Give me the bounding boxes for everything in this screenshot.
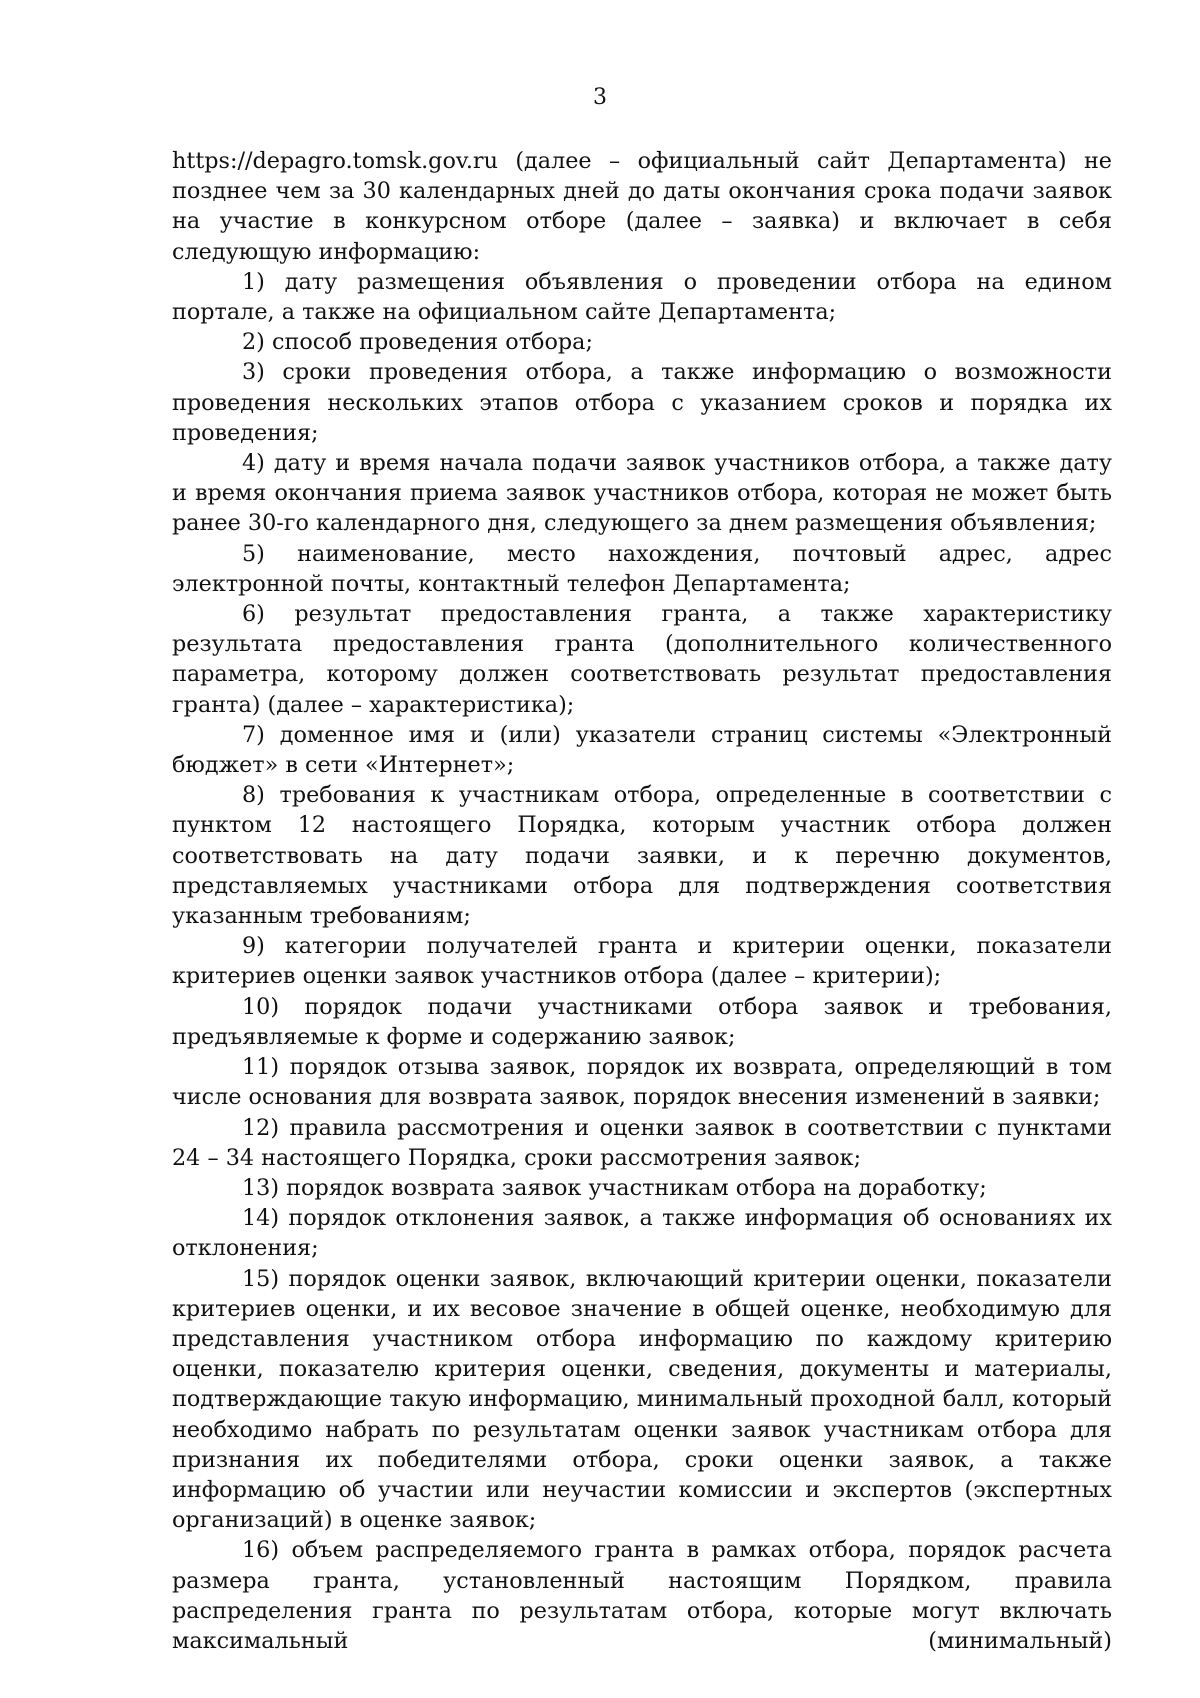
list-item-12: 12) правила рассмотрения и оценки заявок в соответствии с пунктами 24 – 34 настоящего Порядка, сроки рассмотрения заявок;: [172, 1114, 1112, 1171]
list-item-3: 3) сроки проведения отбора, а также информацию о возможности проведения нескольких этапов отбора с указанием сроков и порядка их проведения;: [172, 359, 1112, 446]
list-item-16: 16) объем распределяемого гранта в рамках отбора, порядок расчета размера гранта, установленный настоящим Порядком, правила распределения гранта по результатам отбора, которые могут включать максимальный (минимальный): [172, 1537, 1112, 1654]
list-item-11: 11) порядок отзыва заявок, порядок их возврата, определяющий в том числе основания для возврата заявок, порядок внесения изменений в заявки;: [172, 1054, 1112, 1111]
list-item-7: 7) доменное имя и (или) указатели страниц системы «Электронный бюджет» в сети «Интернет»;: [172, 721, 1112, 779]
list-item-1: 1) дату размещения объявления о проведении отбора на едином портале, а также на официальном сайте Департамента;: [172, 268, 1112, 326]
document-body: [172, 146, 1112, 1656]
page-number: 3: [593, 85, 607, 110]
list-item-14: 14) порядок отклонения заявок, а также информация об основаниях их отклонения;: [172, 1205, 1112, 1262]
paragraph-intro: https://depagro.tomsk.gov.ru (далее – официальный сайт Департамента) не позднее чем за 30 календарных дней до даты окончания срока подачи заявок на участие в конкурсном отборе (далее – заявка) и включает в себя следующую информацию:: [172, 148, 1112, 265]
list-item-4: 4) дату и время начала подачи заявок участников отбора, а также дату и время окончания приема заявок участников отбора, которая не может быть ранее 30-го календарного дня, следующего за днем размещения объявления;: [172, 450, 1112, 537]
list-item-15: 15) порядок оценки заявок, включающий критерии оценки, показатели критериев оценки, и их весовое значение в общей оценке, необходимую для представления участником отбора информацию по каждому критерию оценки, показателю критерия оценки, сведения, документы и материалы, подтверждающие такую информацию, минимальный проходной балл, который необходимо набрать по результатам оценки заявок участникам отбора для признания их победителями отбора, сроки оценки заявок, а также информацию об участии или неучастии комиссии и экспертов (экспертных организаций) в оценке заявок;: [172, 1265, 1112, 1534]
list-item-9: 9) категории получателей гранта и критерии оценки, показатели критериев оценки заявок участников отбора (далее – критерии);: [172, 933, 1112, 990]
list-item-13: 13) порядок возврата заявок участникам отбора на доработку;: [242, 1174, 987, 1201]
list-item-10: 10) порядок подачи участниками отбора заявок и требования, предъявляемые к форме и содержанию заявок;: [172, 993, 1112, 1050]
list-item-5: 5) наименование, место нахождения, почтовый адрес, адрес электронной почты, контактный телефон Департамента;: [172, 540, 1112, 597]
list-item-8: 8) требования к участникам отбора, определенные в соответствии с пунктом 12 настоящего Порядка, которым участник отбора должен соответствовать на дату подачи заявки, и к перечню документов, представляемых участниками отбора для подтверждения соответствия указанным требованиям;: [172, 782, 1112, 930]
list-item-6: 6) результат предоставления гранта, а также характеристику результата предоставления гранта (дополнительного количественного параметра, которому должен соответствовать результат предоставления гранта) (далее – характеристика);: [172, 601, 1112, 718]
list-item-2: 2) способ проведения отбора;: [242, 329, 593, 356]
